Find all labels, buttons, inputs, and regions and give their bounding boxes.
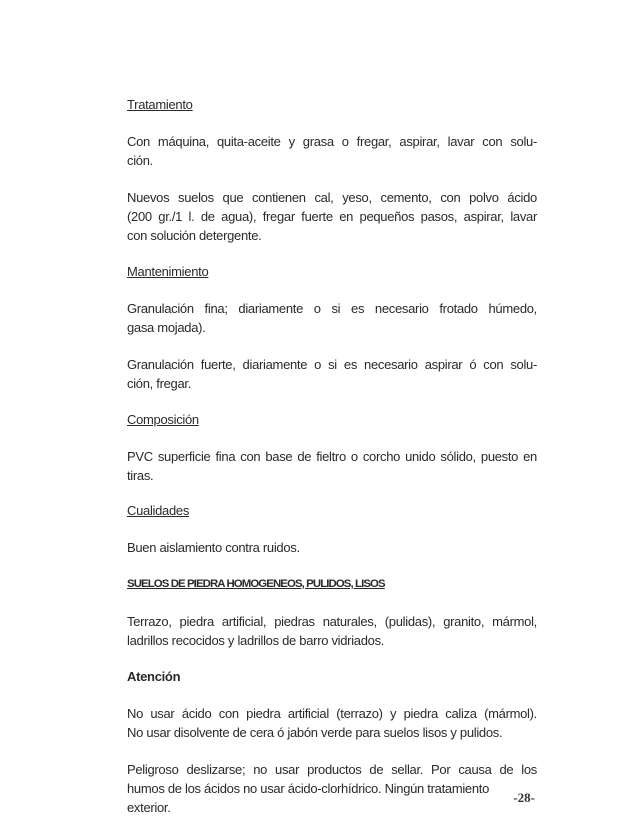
paragraph-line: PVC superficie fina con base de fieltro o corcho unido sólido, puesto en: [127, 449, 537, 464]
paragraph-line: Peligroso deslizarse; no usar productos de sellar. Por causa de los: [127, 762, 537, 777]
paragraph-line: No usar ácido con piedra artificial (terrazo) y piedra caliza (mármol).: [127, 706, 537, 721]
paragraph-line: ladrillos recocidos y ladrillos de barro vidriados.: [127, 633, 385, 648]
heading-suelos-de-piedra: SUELOS DE PIEDRA HOMOGENEOS, PULIDOS, LISOS: [127, 578, 385, 590]
paragraph-line: Granulación fina; diariamente o si es necesario frotado húmedo,: [127, 301, 537, 316]
paragraph-line: No usar disolvente de cera ó jabón verde para suelos lisos y pulidos.: [127, 725, 503, 740]
paragraph-line: ción.: [127, 153, 153, 168]
paragraph-line: tiras.: [127, 468, 154, 483]
paragraph-line: exterior.: [127, 800, 171, 815]
paragraph-line: ción, fregar.: [127, 376, 192, 391]
paragraph-line: gasa mojada).: [127, 320, 206, 335]
paragraph-line: Terrazo, piedra artificial, piedras naturales, (pulidas), granito, mármol,: [127, 614, 537, 629]
paragraph-line: Buen aislamiento contra ruidos.: [127, 540, 300, 555]
heading-atencion: Atención: [127, 669, 181, 684]
paragraph-line: con solución detergente.: [127, 228, 262, 243]
paragraph-line: humos de los ácidos no usar ácido-clorhídrico. Ningún tratamiento: [127, 781, 490, 796]
paragraph-line: Granulación fuerte, diariamente o si es necesario aspirar ó con solu-: [127, 357, 537, 372]
heading-cualidades: Cualidades: [127, 503, 190, 518]
page-number: -28-: [513, 790, 535, 805]
heading-tratamiento: Tratamiento: [127, 97, 193, 112]
paragraph-line: Con máquina, quita-aceite y grasa o fregar, aspirar, lavar con solu-: [127, 134, 537, 149]
heading-composicion: Composición: [127, 412, 199, 427]
heading-mantenimiento: Mantenimiento: [127, 264, 209, 279]
paragraph-line: Nuevos suelos que contienen cal, yeso, cemento, con polvo ácido: [127, 190, 537, 205]
paragraph-line: (200 gr./1 l. de agua), fregar fuerte en pequeños pasos, aspirar, lavar: [127, 209, 537, 224]
